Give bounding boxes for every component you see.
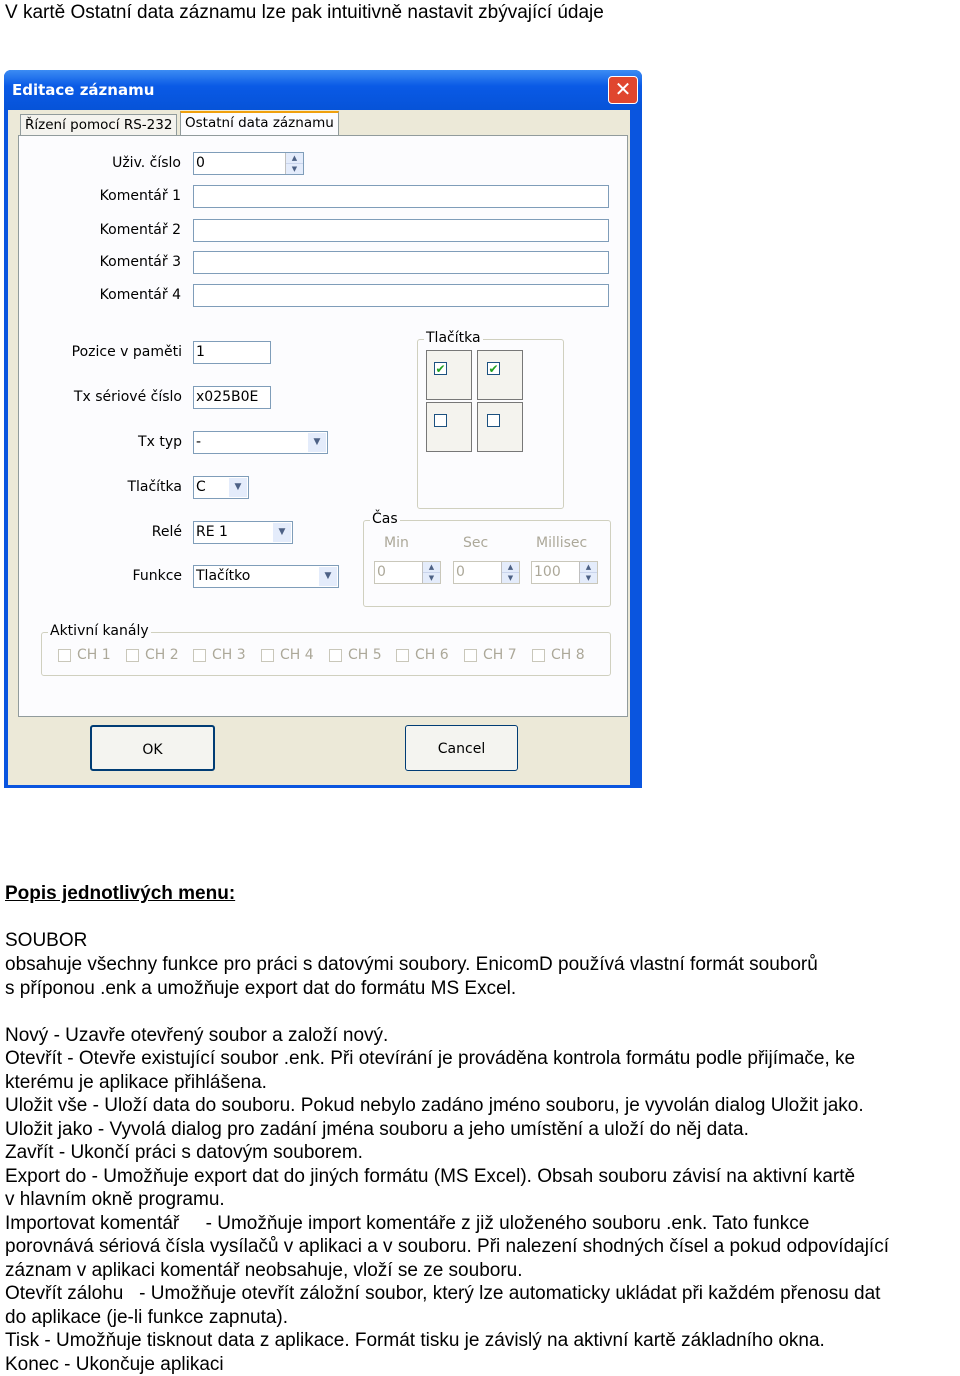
spin-up-icon[interactable]: ▲ xyxy=(580,562,597,573)
button-2-box xyxy=(477,350,523,400)
komentar-4-input[interactable] xyxy=(193,284,609,307)
active-channels-label: Aktivní kanály xyxy=(50,623,149,639)
spin-down-icon[interactable]: ▼ xyxy=(502,573,519,584)
rele-select[interactable] xyxy=(193,521,293,544)
tx-serial-input[interactable]: x025B0E xyxy=(193,386,271,409)
doc-line: Konec - Ukončuje aplikaci xyxy=(5,1353,224,1375)
title-bar[interactable] xyxy=(4,70,642,110)
doc-line: Export do - Umožňuje export dat do jiných formátu (MS Excel). Obsah souboru závisí na aktivní kartě xyxy=(5,1165,856,1187)
doc-line: Uložit jako - Vyvolá dialog pro zadání jména souboru a jeho umístění a uloží do něj data. xyxy=(5,1118,749,1140)
tlacitka-select[interactable] xyxy=(193,476,249,499)
pozice-input[interactable]: 1 xyxy=(193,341,271,364)
komentar-1-input[interactable] xyxy=(193,185,609,208)
spin-up-icon[interactable]: ▲ xyxy=(286,153,303,164)
chevron-down-icon[interactable]: ▼ xyxy=(319,567,337,586)
millisec-label: Millisec xyxy=(536,535,588,551)
spin-up-icon[interactable]: ▲ xyxy=(502,562,519,573)
label-pozice: Pozice v paměti xyxy=(71,344,182,360)
tab-panel xyxy=(18,135,628,717)
label-tx-typ: Tx typ xyxy=(138,434,182,450)
sec-spinner[interactable] xyxy=(453,561,520,584)
buttons-group xyxy=(417,330,564,509)
cancel-button[interactable]: Cancel xyxy=(405,725,518,771)
button-2-checkbox[interactable]: ✔ xyxy=(488,362,499,376)
doc-line: záznam v aplikaci komentář neobsahuje, vloží se ze souboru. xyxy=(5,1259,523,1281)
doc-line: s příponou .enk a umožňuje export dat do formátu MS Excel. xyxy=(5,977,517,999)
tab-rs232[interactable]: Řízení pomocí RS-232 xyxy=(20,114,177,136)
chevron-down-icon[interactable]: ▼ xyxy=(229,478,247,497)
label-rele: Relé xyxy=(151,524,182,540)
spin-down-icon[interactable]: ▼ xyxy=(423,573,440,584)
tab-other-data[interactable]: Ostatní data záznamu xyxy=(180,111,339,138)
button-1-checkbox[interactable]: ✔ xyxy=(435,362,446,376)
tx-typ-value: - xyxy=(196,434,202,450)
chevron-down-icon[interactable]: ▼ xyxy=(308,433,326,452)
label-uziv-cislo: Uživ. číslo xyxy=(112,155,181,171)
chevron-down-icon[interactable]: ▼ xyxy=(273,523,291,542)
doc-line: v hlavním okně programu. xyxy=(5,1189,225,1210)
label-tx-serial: Tx sériové číslo xyxy=(73,389,182,405)
close-button[interactable] xyxy=(608,76,638,104)
funkce-value: Tlačítko xyxy=(196,568,251,584)
label-komentar-3: Komentář 3 xyxy=(99,254,181,270)
close-icon: ✕ xyxy=(614,77,632,101)
sec-value: 0 xyxy=(456,564,465,580)
channel-ch3-label: CH 3 xyxy=(212,647,246,663)
button-4-checkbox[interactable] xyxy=(487,414,500,427)
label-komentar-2: Komentář 2 xyxy=(99,222,181,238)
millisec-value: 100 xyxy=(534,564,561,580)
doc-line: obsahuje všechny funkce pro práci s datovými soubory. EnicomD používá vlastní formát souborů xyxy=(5,954,818,975)
spin-down-icon[interactable]: ▼ xyxy=(286,164,303,175)
doc-line xyxy=(5,1000,960,1024)
tlacitka-value: C xyxy=(196,479,206,495)
channel-ch5-label: CH 5 xyxy=(348,647,382,663)
uziv-cislo-spinner[interactable] xyxy=(193,152,304,175)
channel-ch1-label: CH 1 xyxy=(77,647,111,663)
doc-body xyxy=(5,953,960,1376)
millisec-spinner[interactable] xyxy=(531,561,598,584)
time-group-label: Čas xyxy=(372,511,398,527)
doc-line: do aplikace (je-li funkce zapnuta). xyxy=(5,1306,289,1328)
time-group xyxy=(363,511,611,607)
channel-ch4-label: CH 4 xyxy=(280,647,314,663)
min-label: Min xyxy=(384,535,409,551)
funkce-select[interactable] xyxy=(193,565,339,588)
edit-record-dialog xyxy=(4,70,642,788)
spin-down-icon[interactable]: ▼ xyxy=(580,573,597,584)
doc-line: porovnává sériová čísla vysílačů v aplikaci a v souboru. Při nalezení shodných čísel a pokud odpovídající xyxy=(5,1236,889,1257)
sec-label: Sec xyxy=(463,535,489,551)
channel-ch8-label: CH 8 xyxy=(551,647,585,663)
doc-line: Zavřít - Ukončí práci s datovým souborem. xyxy=(5,1142,363,1163)
channel-ch7-label: CH 7 xyxy=(483,647,517,663)
doc-line: Tisk - Umožňuje tisknout data z aplikace. Formát tisku je závislý na aktivní kartě základního okna. xyxy=(5,1330,825,1351)
label-tlacitka: Tlačítka xyxy=(127,479,182,495)
spin-up-icon[interactable]: ▲ xyxy=(423,562,440,573)
doc-line: Otevřít - Otevře existující soubor .enk. Při otevírání je prováděna kontrola formátu podle přijímače, ke xyxy=(5,1048,856,1069)
channel-ch6-label: CH 6 xyxy=(415,647,449,663)
doc-line: kterému je aplikace přihlášena. xyxy=(5,1071,267,1093)
intro-text: V kartě Ostatní data záznamu lze pak intuitivně nastavit zbývající údaje xyxy=(5,2,604,23)
label-funkce: Funkce xyxy=(132,568,182,584)
uziv-cislo-value: 0 xyxy=(196,155,205,171)
tx-typ-select[interactable] xyxy=(193,431,328,454)
menu-heading: Popis jednotlivých menu: xyxy=(5,883,236,904)
buttons-group-label: Tlačítka xyxy=(426,330,481,346)
ok-button[interactable]: OK xyxy=(90,725,215,771)
channel-ch2-label: CH 2 xyxy=(145,647,179,663)
dialog-title: Editace záznamu xyxy=(12,81,155,99)
button-4-box xyxy=(477,402,523,452)
label-komentar-4: Komentář 4 xyxy=(99,287,181,303)
button-1-box xyxy=(426,350,472,400)
rele-value: RE 1 xyxy=(196,524,228,540)
doc-line: Otevřít zálohu - Umožňuje otevřít záložní soubor, který lze automaticky ukládat při každém přenosu dat xyxy=(5,1283,881,1304)
doc-line: Nový - Uzavře otevřený soubor a založí nový. xyxy=(5,1024,389,1046)
dialog-client xyxy=(8,110,630,785)
section-title: SOUBOR xyxy=(5,930,88,951)
button-3-checkbox[interactable] xyxy=(434,414,447,427)
doc-line: Uložit vše - Uloží data do souboru. Pokud nebylo zadáno jméno souboru, je vyvolán dialog Uložit jako. xyxy=(5,1095,864,1116)
min-spinner[interactable] xyxy=(374,561,441,584)
button-3-box xyxy=(426,402,472,452)
komentar-2-input[interactable] xyxy=(193,219,609,242)
doc-line: Importovat komentář - Umožňuje import komentáře z již uloženého souboru .enk. Tato funkce xyxy=(5,1212,810,1234)
active-channels-group xyxy=(41,623,611,676)
komentar-3-input[interactable] xyxy=(193,251,609,274)
label-komentar-1: Komentář 1 xyxy=(99,188,181,204)
min-value: 0 xyxy=(377,564,386,580)
